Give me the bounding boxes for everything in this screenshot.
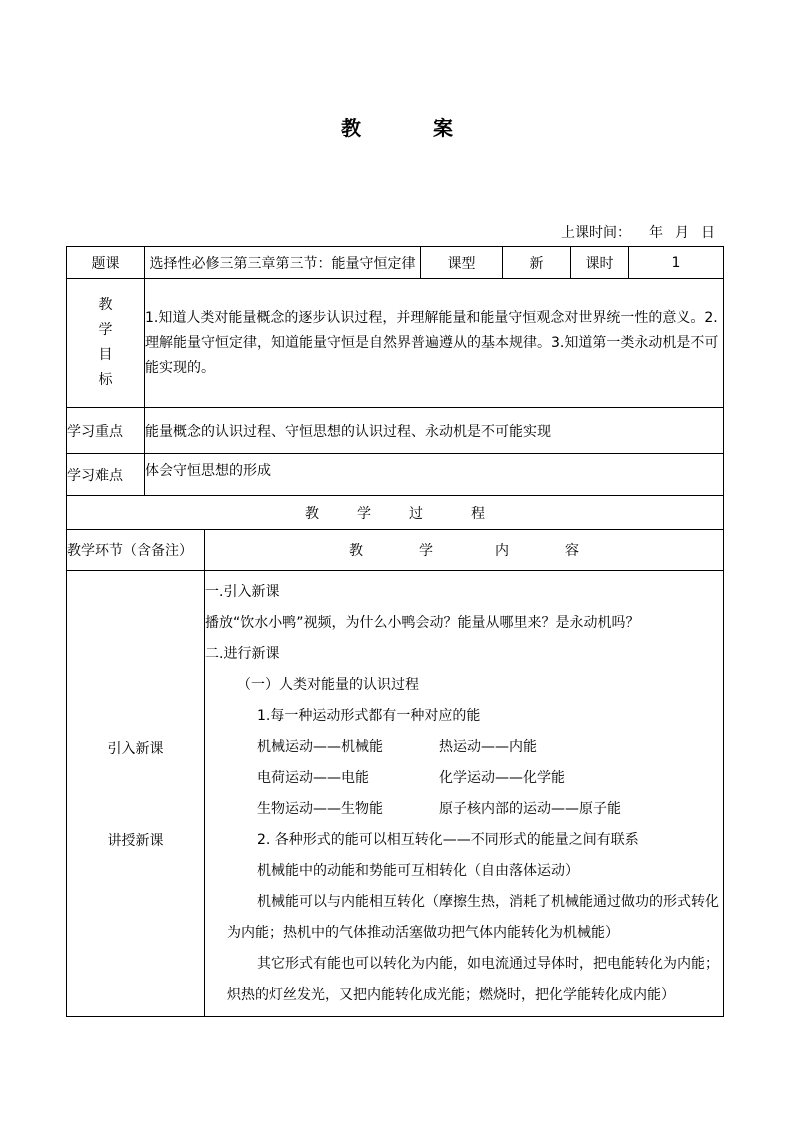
goal-label: 教 学 目 标 (67, 279, 145, 408)
row-process-header (67, 496, 724, 530)
stage-intro: 引入新课 (107, 740, 164, 757)
goal-text: 1.知道人类对能量概念的逐步认识过程，并理解能量和能量守恒观念对世界统一性的意义。2.理解能量守恒定律，知道能量守恒是自然界普遍遵从的基本规律。3.知道第一类永动机是不可能实现的。 (145, 279, 724, 408)
lesson-plan-table (66, 246, 724, 1017)
stage-teach: 讲授新课 (107, 832, 164, 849)
hours-label: 课时 (571, 247, 629, 279)
line-p1: 播放“饮水小鸭”视频，为什么小鸭会动？能量从哪里来？是永动机吗？ (205, 614, 640, 631)
line-p3: 机械能可以与内能相互转化（摩擦生热，消耗了机械能通过做功的形式转化为内能；热机中的气体推动活塞做功把气体内能转化为机械能） (227, 893, 719, 941)
line-h3: （一）人类对能量的认识过程 (237, 676, 419, 693)
type-value: 新 (503, 247, 571, 279)
line-h5: 2. 各种形式的能可以相互转化——不同形式的能量之间有联系 (257, 831, 639, 848)
pair-row-3: 生物运动——生物能 原子核内部的运动——原子能 (257, 800, 621, 817)
row-section-header (67, 530, 724, 571)
row-topic (67, 247, 724, 279)
section-content-header: 教 学 内 容 (205, 530, 724, 571)
process-header: 教 学 过 程 (67, 496, 724, 530)
class-time-day: 日 (701, 225, 715, 241)
class-time (561, 222, 715, 242)
key-text: 能量概念的认识过程、守恒思想的认识过程、永动机是不可能实现 (145, 408, 724, 454)
line-h4: 1.每一种运动形式都有一种对应的能 (257, 707, 481, 724)
line-h2: 二.进行新课 (205, 645, 280, 662)
class-time-label: 上课时间： (561, 225, 631, 241)
line-p2: 机械能中的动能和势能可互相转化（自由落体运动） (257, 862, 579, 879)
line-p4: 其它形式有能也可以转化为内能，如电流通过导体时，把电能转化为内能；炽热的灯丝发光，又把内能转化成光能；燃烧时，把化学能转化成内能） (227, 955, 719, 1003)
class-time-year: 年 (649, 225, 663, 241)
title-char-2: 案 (433, 116, 453, 140)
topic-value: 选择性必修三第三章第三节：能量守恒定律 (145, 247, 421, 279)
process-stages (67, 571, 205, 1017)
process-content (205, 571, 724, 1017)
row-process (67, 571, 724, 1017)
title-char-1: 教 (341, 116, 361, 140)
row-difficult (67, 454, 724, 496)
row-goal (67, 279, 724, 408)
type-label: 课型 (421, 247, 503, 279)
pair-row-2: 电荷运动——电能 化学运动——化学能 (257, 769, 565, 786)
line-h1: 一.引入新课 (205, 583, 280, 600)
hours-value: 1 (629, 247, 724, 279)
pair-row-1: 机械运动——机械能 热运动——内能 (257, 738, 537, 755)
difficult-label: 学习难点 (67, 454, 145, 496)
section-label: 教学环节（含备注） (67, 530, 205, 571)
difficult-text: 体会守恒思想的形成 (145, 454, 724, 496)
document-title (0, 112, 794, 141)
class-time-month: 月 (675, 225, 689, 241)
topic-label: 题课 (67, 247, 145, 279)
row-key (67, 408, 724, 454)
key-label: 学习重点 (67, 408, 145, 454)
